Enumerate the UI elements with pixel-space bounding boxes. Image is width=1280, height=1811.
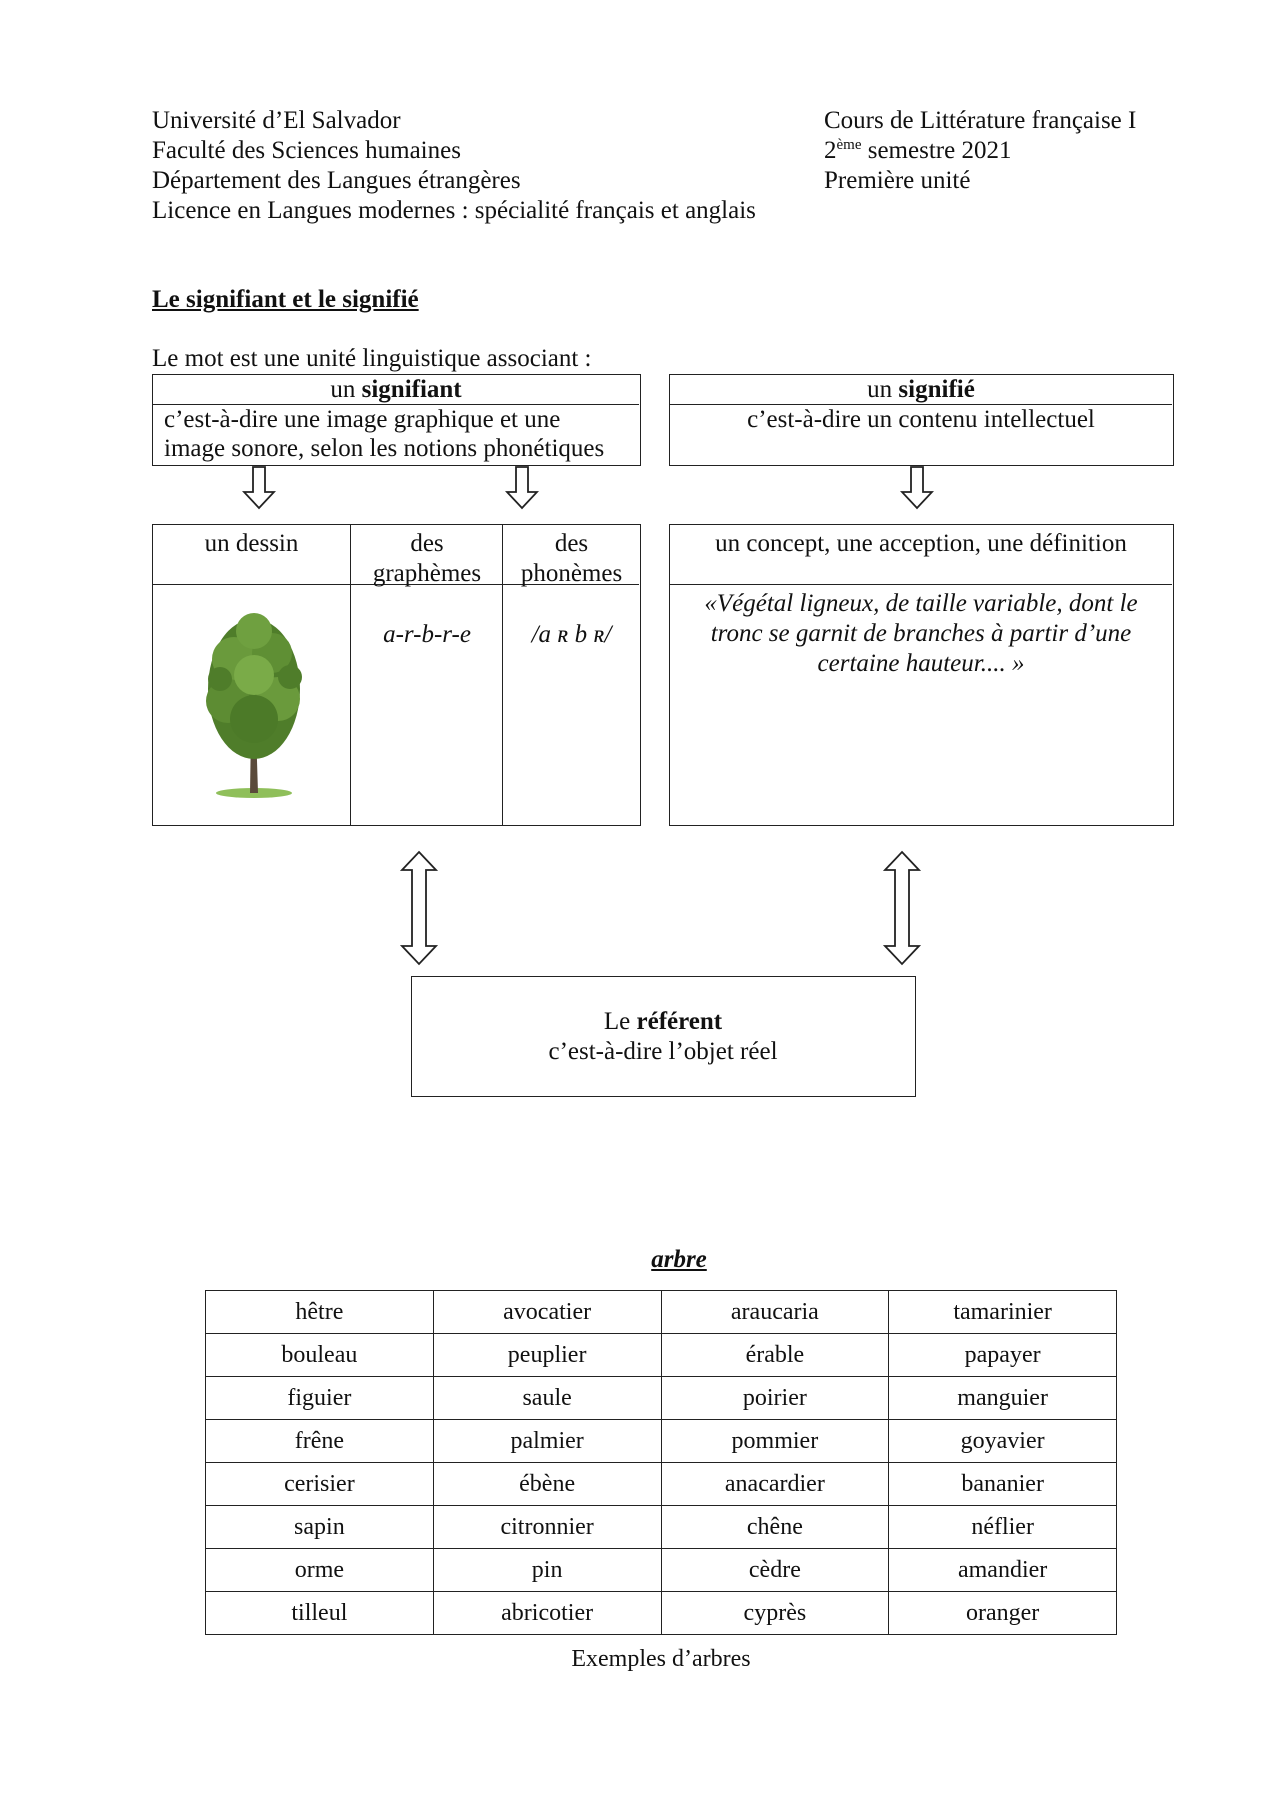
header-left bbox=[152, 106, 756, 226]
trees-table bbox=[205, 1290, 1117, 1635]
faculty-line: Faculté des Sciences humaines bbox=[152, 137, 461, 164]
down-arrow-icon bbox=[242, 466, 276, 510]
trees-title: arbre bbox=[651, 1246, 707, 1273]
course-line: Cours de Littérature française I bbox=[824, 107, 1137, 134]
drawing-header: un dessin bbox=[204, 530, 299, 557]
table-row bbox=[206, 1592, 1117, 1635]
double-arrow-icon bbox=[399, 850, 439, 966]
signifie-heading: un signifié bbox=[867, 376, 975, 403]
tree-name-cell: manguier bbox=[889, 1377, 1117, 1420]
tree-name-cell: goyavier bbox=[889, 1420, 1117, 1463]
definition-text: «Végétal ligneux, de taille variable, dont le tronc se garnit de branches à partir d’une certaine hauteur.... » bbox=[704, 590, 1138, 677]
university-line: Université d’El Salvador bbox=[152, 107, 401, 134]
tree-name-cell: figuier bbox=[206, 1377, 434, 1420]
graphemes-header: des graphèmes bbox=[372, 530, 482, 587]
department-line: Département des Langues étrangères bbox=[152, 167, 521, 194]
table-row bbox=[206, 1549, 1117, 1592]
table-row bbox=[206, 1420, 1117, 1463]
tree-name-cell: oranger bbox=[889, 1592, 1117, 1635]
tree-name-cell: ébène bbox=[433, 1463, 661, 1506]
unit-line: Première unité bbox=[824, 167, 971, 194]
phonemes-header: des phonèmes bbox=[520, 530, 623, 587]
tree-image bbox=[198, 609, 310, 799]
tree-name-cell: pin bbox=[433, 1549, 661, 1592]
tree-name-cell: tamarinier bbox=[889, 1291, 1117, 1334]
tree-name-cell: abricotier bbox=[433, 1592, 661, 1635]
table-row bbox=[206, 1377, 1117, 1420]
tree-name-cell: hêtre bbox=[206, 1291, 434, 1334]
tree-name-cell: sapin bbox=[206, 1506, 434, 1549]
tree-name-cell: orme bbox=[206, 1549, 434, 1592]
referent-box bbox=[411, 976, 916, 1097]
header-right bbox=[824, 106, 1136, 196]
signifie-box bbox=[669, 374, 1174, 466]
tree-name-cell: bananier bbox=[889, 1463, 1117, 1506]
table-row bbox=[206, 1506, 1117, 1549]
phonemes-value: /a ʀ b ʀ/ bbox=[531, 621, 612, 648]
tree-name-cell: érable bbox=[661, 1334, 889, 1377]
signifie-table bbox=[669, 524, 1174, 826]
tree-name-cell: amandier bbox=[889, 1549, 1117, 1592]
tree-name-cell: néflier bbox=[889, 1506, 1117, 1549]
tree-name-cell: citronnier bbox=[433, 1506, 661, 1549]
graphemes-value: a-r-b-r-e bbox=[383, 621, 471, 648]
down-arrow-icon bbox=[900, 466, 934, 510]
tree-name-cell: cyprès bbox=[661, 1592, 889, 1635]
tree-name-cell: palmier bbox=[433, 1420, 661, 1463]
signifiant-heading: un signifiant bbox=[330, 376, 462, 403]
double-arrow-icon bbox=[882, 850, 922, 966]
tree-name-cell: avocatier bbox=[433, 1291, 661, 1334]
semester-line: 2ème semestre 2021 bbox=[824, 137, 1012, 164]
signifie-description: c’est-à-dire un contenu intellectuel bbox=[747, 406, 1095, 433]
signifiant-table bbox=[152, 524, 641, 826]
tree-name-cell: saule bbox=[433, 1377, 661, 1420]
tree-name-cell: cèdre bbox=[661, 1549, 889, 1592]
down-arrow-icon bbox=[505, 466, 539, 510]
tree-name-cell: cerisier bbox=[206, 1463, 434, 1506]
tree-name-cell: tilleul bbox=[206, 1592, 434, 1635]
table-row bbox=[206, 1291, 1117, 1334]
table-row bbox=[206, 1334, 1117, 1377]
signifiant-description: c’est-à-dire une image graphique et une image sonore, selon les notions phonétiques bbox=[164, 406, 605, 462]
tree-name-cell: frêne bbox=[206, 1420, 434, 1463]
tree-name-cell: araucaria bbox=[661, 1291, 889, 1334]
referent-description: c’est-à-dire l’objet réel bbox=[548, 1038, 778, 1065]
tree-name-cell: anacardier bbox=[661, 1463, 889, 1506]
tree-name-cell: peuplier bbox=[433, 1334, 661, 1377]
tree-name-cell: chêne bbox=[661, 1506, 889, 1549]
page-title: Le signifiant et le signifié bbox=[152, 286, 419, 313]
intro-text: Le mot est une unité linguistique associant : bbox=[152, 345, 592, 372]
tree-name-cell: poirier bbox=[661, 1377, 889, 1420]
tree-name-cell: papayer bbox=[889, 1334, 1117, 1377]
table-caption: Exemples d’arbres bbox=[571, 1646, 751, 1672]
table-row bbox=[206, 1463, 1117, 1506]
tree-name-cell: pommier bbox=[661, 1420, 889, 1463]
referent-heading: Le référent bbox=[603, 1008, 723, 1035]
licence-line: Licence en Langues modernes : spécialité français et anglais bbox=[152, 197, 756, 224]
concept-header: un concept, une acception, une définition bbox=[715, 530, 1127, 557]
signifiant-box bbox=[152, 374, 641, 466]
tree-name-cell: bouleau bbox=[206, 1334, 434, 1377]
